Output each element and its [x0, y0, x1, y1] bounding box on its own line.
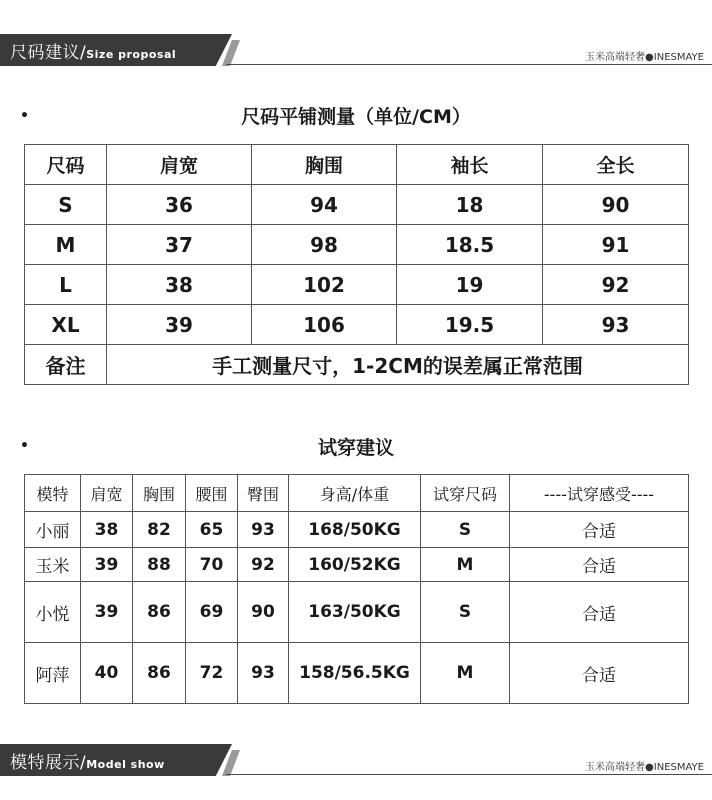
table-cell: 38 — [81, 512, 133, 548]
table-cell: 小悦 — [25, 582, 81, 643]
brand-label: 玉米高端轻奢●INESMAYE — [585, 52, 704, 63]
table-cell: 88 — [133, 548, 186, 582]
header-cell: 肩宽 — [81, 475, 133, 512]
table-cell: M — [421, 643, 510, 704]
table-cell: 小丽 — [25, 512, 81, 548]
table-cell: 70 — [186, 548, 238, 582]
top-banner — [0, 26, 712, 66]
brand-label: 玉米高端轻奢●INESMAYE — [585, 762, 704, 773]
header-cell: 全长 — [543, 145, 689, 185]
fit-section-title: 试穿建议 — [317, 437, 394, 459]
table-cell: 39 — [81, 548, 133, 582]
table-cell: 阿萍 — [25, 643, 81, 704]
header-cell: 袖长 — [397, 145, 543, 185]
fit-table — [24, 474, 689, 704]
table-cell: S — [421, 582, 510, 643]
header-cell: 胸围 — [133, 475, 186, 512]
header-cell: 胸围 — [252, 145, 397, 185]
table-cell: 合适 — [510, 548, 689, 582]
table-cell: 合适 — [510, 512, 689, 548]
table-row — [25, 225, 689, 265]
note-label: 备注 — [25, 345, 107, 385]
table-row — [25, 548, 689, 582]
table-cell: M — [421, 548, 510, 582]
table-cell: 92 — [543, 265, 689, 305]
table-cell: 102 — [252, 265, 397, 305]
table-cell: M — [25, 225, 107, 265]
banner-title-en: Size proposal — [86, 48, 177, 61]
table-cell: 93 — [238, 643, 289, 704]
table-row — [25, 582, 689, 643]
table-cell: 106 — [252, 305, 397, 345]
table-cell: 65 — [186, 512, 238, 548]
table-cell: 98 — [252, 225, 397, 265]
table-cell: S — [25, 185, 107, 225]
banner-title-en: Model show — [86, 758, 165, 771]
size-table — [24, 144, 689, 385]
table-cell: 39 — [107, 305, 252, 345]
bullet-dot: • — [20, 438, 29, 454]
table-cell: 86 — [133, 643, 186, 704]
table-cell: 94 — [252, 185, 397, 225]
table-row — [25, 512, 689, 548]
table-cell: 38 — [107, 265, 252, 305]
note-text: 手工测量尺寸，1-2CM的误差属正常范围 — [107, 345, 689, 385]
banner-title-cn: 模特展示/ — [10, 753, 87, 773]
table-cell: 72 — [186, 643, 238, 704]
table-cell: 69 — [186, 582, 238, 643]
table-cell: 92 — [238, 548, 289, 582]
table-cell: 玉米 — [25, 548, 81, 582]
bottom-banner — [0, 736, 712, 776]
table-cell: 18.5 — [397, 225, 543, 265]
banner-line — [226, 64, 712, 65]
table-cell: 91 — [543, 225, 689, 265]
banner-title — [10, 38, 176, 63]
table-row — [25, 265, 689, 305]
table-cell: 36 — [107, 185, 252, 225]
table-cell: 82 — [133, 512, 186, 548]
header-cell: 肩宽 — [107, 145, 252, 185]
banner-line — [226, 774, 712, 775]
table-cell: 93 — [543, 305, 689, 345]
header-cell: 模特 — [25, 475, 81, 512]
table-cell: 160/52KG — [289, 548, 421, 582]
table-cell: S — [421, 512, 510, 548]
banner-title — [10, 748, 165, 773]
banner-title-cn: 尺码建议/ — [10, 43, 87, 63]
table-cell: 19.5 — [397, 305, 543, 345]
table-cell: 93 — [238, 512, 289, 548]
table-cell: 39 — [81, 582, 133, 643]
header-cell: 尺码 — [25, 145, 107, 185]
table-cell: 158/56.5KG — [289, 643, 421, 704]
table-cell: 90 — [238, 582, 289, 643]
table-header-row — [25, 475, 689, 512]
table-cell: 合适 — [510, 643, 689, 704]
table-cell: 163/50KG — [289, 582, 421, 643]
header-cell: ----试穿感受---- — [510, 475, 689, 512]
header-cell: 试穿尺码 — [421, 475, 510, 512]
size-section-title: 尺码平铺测量（单位/CM） — [241, 106, 471, 128]
note-row — [25, 345, 689, 385]
header-cell: 身高/体重 — [289, 475, 421, 512]
table-cell: 合适 — [510, 582, 689, 643]
table-cell: 168/50KG — [289, 512, 421, 548]
table-header-row — [25, 145, 689, 185]
table-cell: 90 — [543, 185, 689, 225]
table-cell: 18 — [397, 185, 543, 225]
table-row — [25, 643, 689, 704]
table-cell: 37 — [107, 225, 252, 265]
header-cell: 臀围 — [238, 475, 289, 512]
table-cell: 40 — [81, 643, 133, 704]
header-cell: 腰围 — [186, 475, 238, 512]
table-row — [25, 185, 689, 225]
table-cell: 19 — [397, 265, 543, 305]
table-cell: L — [25, 265, 107, 305]
table-cell: XL — [25, 305, 107, 345]
table-cell: 86 — [133, 582, 186, 643]
bullet-dot: • — [20, 108, 29, 124]
table-row — [25, 305, 689, 345]
